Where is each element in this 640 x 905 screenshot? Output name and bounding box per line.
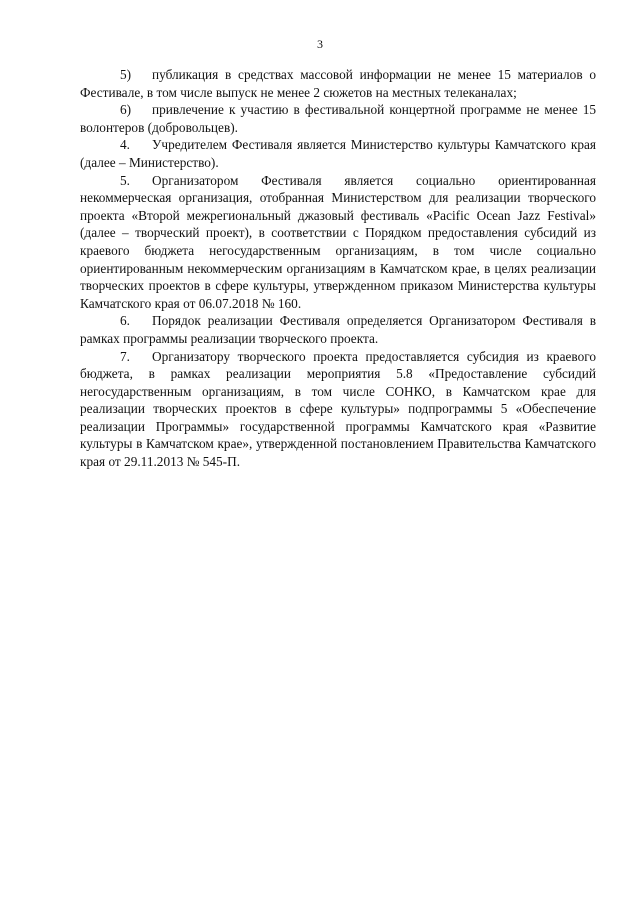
paragraph-number: 7. [120,348,130,364]
paragraph-text: Порядок реализации Фестиваля определяется Организатором Фестиваля в рамках программы реализации творческого проекта. [80,313,596,346]
paragraph-number: 5. [120,172,130,188]
paragraph-text: Учредителем Фестиваля является Министерство культуры Камчатского края (далее – Министерство). [80,137,596,170]
paragraph-item-5-publication [80,66,596,101]
paragraph-7-subsidy [80,348,596,471]
paragraph-number: 4. [120,137,130,153]
paragraph-5-organizer [80,172,596,313]
paragraph-text: Организатором Фестиваля является социально ориентированная некоммерческая организация, отобранная Министерством для реализации творческого проекта «Второй межрегиональный джазовый фестиваль «Pacific Ocean Jazz Festival» (далее – творческий проект), в соответствии с Порядком предоставления субсидий из краевого бюджета негосударственным организациям, в том числе социально ориентированным некоммерческим организациям в Камчатском крае, в целях реализации творческих проектов в сфере культуры, утвержденном приказом Министерства культуры Камчатского края от 06.07.2018 № 160. [80,172,596,311]
paragraph-number: 6. [120,313,130,329]
paragraph-number: 6) [120,102,132,118]
paragraph-text: привлечение к участию в фестивальной концертной программе не менее 15 волонтеров (добровольцев). [80,102,596,135]
paragraph-item-6-volunteers [80,101,596,136]
document-body [80,66,596,471]
paragraph-text: публикация в средствах массовой информации не менее 15 материалов о Фестивале, в том числе выпуск не менее 2 сюжетов на местных телеканалах; [80,67,596,100]
paragraph-6-procedure [80,312,596,347]
page-number: 3 [317,37,323,51]
paragraph-text: Организатору творческого проекта предоставляется субсидия из краевого бюджета, в рамках реализации мероприятия 5.8 «Предоставление субсидий негосударственным организациям, в том числе СОНКО, в Камчатском крае для реализации творческих проектов в сфере культуры» подпрограммы 5 «Обеспечение реализации Программы» государственной программы Камчатского края «Развитие культуры в Камчатском крае», утвержденной постановлением Правительства Камчатского края от 29.11.2013 № 545-П. [80,348,596,470]
paragraph-4-founder [80,136,596,171]
paragraph-number: 5) [120,67,132,82]
